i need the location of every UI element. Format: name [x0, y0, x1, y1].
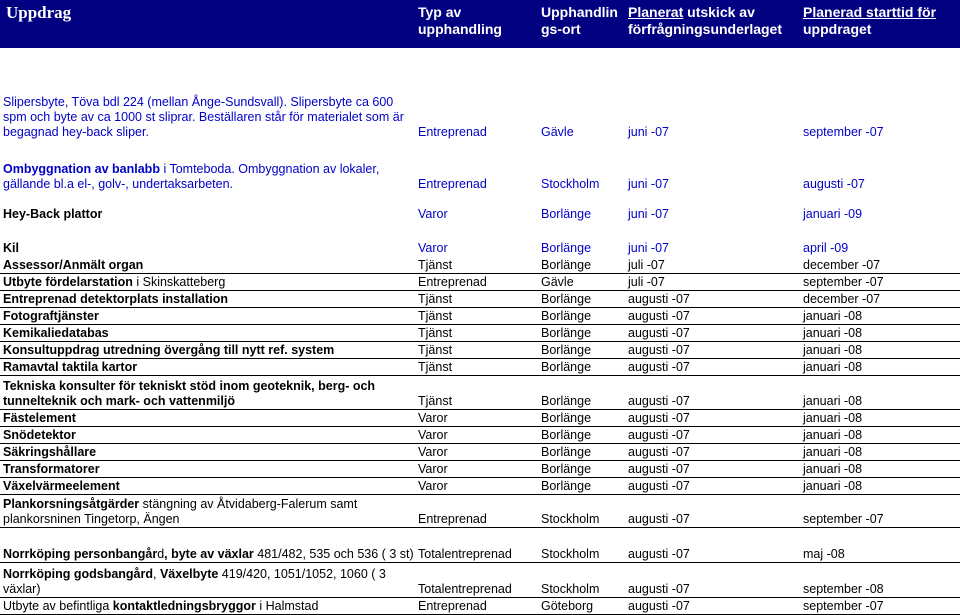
assignment-cell: [0, 409, 415, 426]
start-cell: augusti -07: [803, 177, 865, 191]
type-cell: Tjänst: [415, 324, 538, 341]
assignment-text: ,: [153, 566, 160, 581]
place-cell: Stockholm: [541, 177, 600, 191]
assignment-cell: [0, 341, 415, 358]
assignment-text: d: [157, 546, 165, 561]
assignment-text: Utbyte fördelarstation: [3, 274, 133, 289]
sent-cell: augusti -07: [625, 307, 800, 324]
assignment-cell: [0, 375, 415, 409]
assignment-text: Transformatorer: [3, 461, 100, 476]
assignment-cell: [0, 256, 415, 273]
start-cell: december -07: [800, 290, 960, 307]
sent-cell: juni -07: [628, 241, 669, 255]
table-row: [0, 527, 960, 562]
assignment-text: Säkringshållare: [3, 444, 97, 459]
place-cell: Stockholm: [538, 494, 625, 527]
table-row: [0, 460, 960, 477]
sent-cell: augusti -07: [625, 426, 800, 443]
assignment-text: Hey-Back plattor: [3, 207, 103, 221]
assignment-text: 419/420, 1051/1052, 1060 ( 3 växlar): [3, 566, 386, 596]
assignment-text: Kemikaliedatabas: [3, 325, 109, 340]
place-cell: Borlänge: [538, 477, 625, 494]
sent-cell: augusti -07: [625, 409, 800, 426]
assignment-cell: [0, 324, 415, 341]
start-cell: september -08: [800, 562, 960, 597]
header-row: [0, 0, 960, 48]
table-row: [0, 222, 960, 256]
assignment-text: 481/482, 535 och 536 ( 3 st): [253, 546, 414, 561]
place-cell: Borlänge: [538, 426, 625, 443]
assignment-text: Plankorsningsåtgärder: [3, 496, 140, 511]
assignment-text: Växelvärmeelement: [3, 478, 120, 493]
place-cell: Borlänge: [541, 241, 592, 255]
type-cell: Tjänst: [415, 307, 538, 324]
start-cell: maj -08: [800, 527, 960, 562]
start-cell: januari -08: [800, 358, 960, 375]
sent-cell: augusti -07: [625, 358, 800, 375]
start-cell: januari -08: [800, 477, 960, 494]
assignment-text: Kil: [3, 241, 19, 255]
assignment-text: Fotograftjänster: [3, 308, 99, 323]
table-row: [0, 477, 960, 494]
sent-cell: augusti -07: [625, 597, 800, 614]
start-cell: januari -08: [800, 324, 960, 341]
assignment-cell: [0, 48, 415, 140]
sent-cell: juni -07: [628, 125, 669, 139]
type-cell: Varor: [415, 409, 538, 426]
start-cell: september -07: [800, 273, 960, 290]
type-cell: Varor: [415, 477, 538, 494]
assignment-cell: [0, 460, 415, 477]
assignment-text: Växelbyte: [159, 566, 219, 581]
sent-cell: augusti -07: [625, 460, 800, 477]
start-cell: september -07: [800, 597, 960, 614]
table-row: [0, 375, 960, 409]
table-row: [0, 494, 960, 527]
table-row: [0, 597, 960, 614]
table-row: [0, 256, 960, 273]
place-cell: Borlänge: [538, 409, 625, 426]
assignment-cell: [0, 443, 415, 460]
assignment-text: Assessor/Anmält organ: [3, 257, 144, 272]
assignment-text: , byte av växlar: [164, 546, 254, 561]
assignment-text: Ramavtal taktila kartor: [3, 359, 138, 374]
start-cell: januari -09: [803, 207, 863, 221]
sent-cell: augusti -07: [625, 494, 800, 527]
type-cell: Tjänst: [415, 256, 538, 273]
type-cell: Entreprenad: [415, 494, 538, 527]
start-cell: januari -08: [800, 341, 960, 358]
type-cell: Tjänst: [415, 375, 538, 409]
assignment-text: Slipersbyte, Töva bdl 224 (mellan Ånge-Sundsvall). Slipersbyte ca 600 spm och byte av ca 1000 st sliprar. Beställaren står för materialet som är begagnad hey-back sliper.: [3, 95, 404, 139]
assignment-text: kontaktledningsbryggor: [112, 598, 256, 613]
sent-cell: augusti -07: [625, 290, 800, 307]
type-cell: Entreprenad: [415, 273, 538, 290]
assignment-text: stängning av Åtvidaberg-Falerum samt plankorsninen Tingetorp, Ängen: [3, 496, 358, 526]
header-type: Typ av upphandling: [415, 0, 538, 48]
type-cell: Tjänst: [415, 290, 538, 307]
table-row: [0, 358, 960, 375]
table-row: [0, 48, 960, 140]
assignment-cell: [0, 192, 415, 222]
sent-cell: augusti -07: [625, 341, 800, 358]
start-cell: september -07: [800, 494, 960, 527]
header-title: Uppdrag: [0, 0, 415, 48]
assignment-cell: [0, 562, 415, 597]
assignment-text: Norrköping godsbangård: [3, 566, 153, 581]
assignment-text: i Halmstad: [255, 598, 319, 613]
type-cell: Tjänst: [415, 358, 538, 375]
place-cell: Borlänge: [538, 324, 625, 341]
place-cell: Borlänge: [541, 207, 592, 221]
sent-cell: augusti -07: [625, 562, 800, 597]
table-row: [0, 192, 960, 222]
assignment-cell: [0, 477, 415, 494]
assignment-cell: [0, 273, 415, 290]
type-cell: Totalentreprenad: [415, 562, 538, 597]
assignment-text: i Tomteboda. Ombyggnation av lokaler, gällande bl.a el-, golv-, undertaksarbeten.: [3, 162, 380, 191]
place-cell: Borlänge: [538, 460, 625, 477]
start-cell: januari -08: [800, 375, 960, 409]
assignment-cell: [0, 494, 415, 527]
place-cell: Göteborg: [538, 597, 625, 614]
assignment-text: Fästelement: [3, 410, 76, 425]
place-cell: Borlänge: [538, 375, 625, 409]
assignment-text: Norrköping personbangår: [3, 546, 158, 561]
type-cell: Varor: [415, 426, 538, 443]
assignment-text: Ombyggnation av banlabb: [3, 162, 160, 176]
type-cell: Entreprenad: [418, 177, 487, 191]
assignment-text: Entreprenad detektorplats installation: [3, 291, 229, 306]
table-row: [0, 426, 960, 443]
start-cell: december -07: [800, 256, 960, 273]
assignment-cell: [0, 307, 415, 324]
table-row: [0, 140, 960, 192]
assignment-text: Konsultuppdrag utredning övergång till nytt ref. system: [3, 342, 335, 357]
place-cell: Borlänge: [538, 358, 625, 375]
place-cell: Borlänge: [538, 290, 625, 307]
place-cell: Borlänge: [538, 307, 625, 324]
start-cell: januari -08: [800, 409, 960, 426]
assignment-text: i Skinskatteberg: [132, 274, 226, 289]
table-body: [0, 48, 960, 614]
table-row: [0, 409, 960, 426]
sent-cell: juni -07: [628, 177, 669, 191]
type-cell: Varor: [415, 443, 538, 460]
type-cell: Varor: [418, 207, 448, 221]
assignment-text: Tekniska konsulter för tekniskt stöd inom geoteknik, berg- och tunnelteknik och mark- och vattenmiljö: [3, 378, 376, 408]
start-cell: januari -08: [800, 443, 960, 460]
place-cell: Stockholm: [538, 562, 625, 597]
place-cell: Borlänge: [538, 256, 625, 273]
start-cell: september -07: [803, 125, 884, 139]
table-row: [0, 290, 960, 307]
table-row: [0, 307, 960, 324]
sent-cell: augusti -07: [625, 443, 800, 460]
type-cell: Varor: [418, 241, 448, 255]
place-cell: Borlänge: [538, 341, 625, 358]
type-cell: Tjänst: [415, 341, 538, 358]
assignment-cell: [0, 358, 415, 375]
assignment-text: Utbyte av befintliga: [3, 598, 113, 613]
table-row: [0, 324, 960, 341]
type-cell: Entreprenad: [418, 125, 487, 139]
start-cell: januari -08: [800, 307, 960, 324]
sent-cell: augusti -07: [625, 477, 800, 494]
place-cell: Gävle: [538, 273, 625, 290]
assignment-text: Snödetektor: [3, 427, 76, 442]
table-row: [0, 443, 960, 460]
table-row: [0, 562, 960, 597]
place-cell: Stockholm: [538, 527, 625, 562]
assignment-cell: [0, 290, 415, 307]
place-cell: Borlänge: [538, 443, 625, 460]
assignment-cell: [0, 527, 415, 562]
assignment-cell: [0, 222, 415, 256]
assignment-cell: [0, 597, 415, 614]
start-cell: april -09: [803, 241, 849, 255]
header-planned-start: Planerad starttid för uppdraget: [800, 0, 960, 48]
place-cell: Gävle: [541, 125, 574, 139]
header-place: Upphandlin gs-ort: [538, 0, 625, 48]
sent-cell: augusti -07: [625, 324, 800, 341]
header-planned-sending: Planerat utskick av förfrågningsunderlaget: [625, 0, 800, 48]
type-cell: Varor: [415, 460, 538, 477]
sent-cell: augusti -07: [625, 527, 800, 562]
sent-cell: juli -07: [625, 256, 800, 273]
sent-cell: augusti -07: [625, 375, 800, 409]
assignment-cell: [0, 140, 415, 192]
table-row: [0, 341, 960, 358]
type-cell: Totalentreprenad: [415, 527, 538, 562]
table-row: [0, 273, 960, 290]
sent-cell: juli -07: [625, 273, 800, 290]
sent-cell: juni -07: [628, 207, 669, 221]
start-cell: januari -08: [800, 426, 960, 443]
start-cell: januari -08: [800, 460, 960, 477]
assignment-cell: [0, 426, 415, 443]
type-cell: Entreprenad: [415, 597, 538, 614]
